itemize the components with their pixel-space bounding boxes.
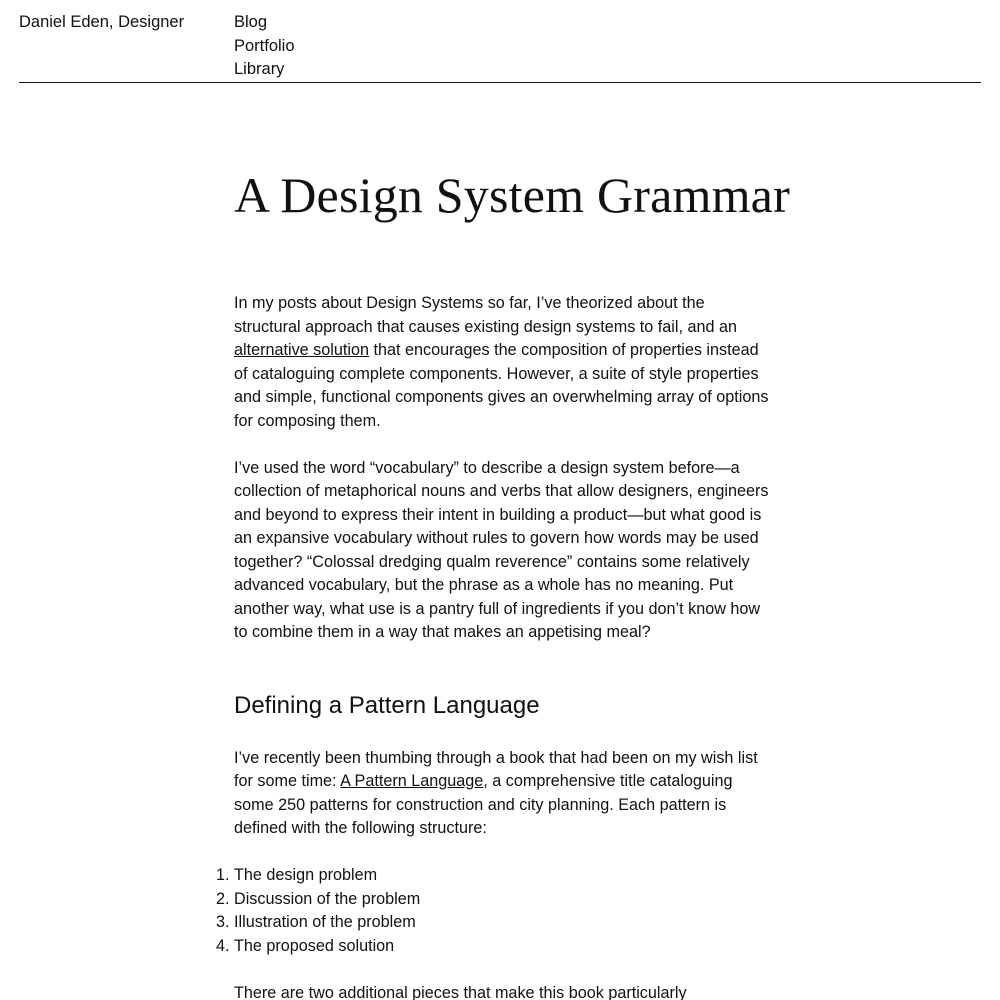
intro-text-after: that encourages the composition of properties instead of cataloguing complete components. However, a suite of style properties and simple, functional components gives an overwhelming array of options for composing them.: [234, 341, 769, 430]
nav-item-library: [234, 58, 295, 82]
vocabulary-paragraph: I’ve used the word “vocabulary” to describe a design system before—a collection of metaphorical nouns and verbs that allow designers, engineers and beyond to express their intent in building a product—but what good is an expansive vocabulary without rules to govern how words may be used together? “Colossal dredging qualm reverence” contains some relatively advanced vocabulary, but the phrase as a whole has no meaning. Put another way, what use is a pantry full of ingredients if you don’t know how to combine them in a way that makes an appetising meal?: [234, 458, 769, 641]
nav-item-portfolio: [234, 35, 295, 59]
pattern-text-after: , a comprehensive title cataloguing some 250 patterns for construction and city planning. Each pattern is defined with the following structure:: [234, 772, 733, 837]
site-header: [19, 11, 981, 83]
pattern-structure-list: [234, 864, 769, 958]
list-item: 3. Illustration of the problem: [234, 911, 769, 935]
article: [234, 160, 790, 1000]
pattern-text-before: I’ve recently been thumbing through a book that had been on my wish list for some time:: [234, 748, 758, 790]
article-title: A Design System Grammar: [234, 167, 790, 223]
nav-link-blog[interactable]: Blog: [234, 13, 268, 31]
list-item: 2. Discussion of the problem: [234, 888, 769, 912]
site-name-link[interactable]: Daniel Eden, Designer: [19, 13, 185, 31]
section-heading-pattern-language: Defining a Pattern Language: [234, 691, 540, 719]
pattern-language-paragraph: [234, 747, 769, 841]
intro-text-before: In my posts about Design Systems so far, I’ve theorized about the structural approach that causes existing design systems to fail, and an: [234, 294, 737, 336]
nav-item-blog: [234, 11, 295, 35]
nav-link-library[interactable]: Library: [234, 60, 285, 78]
additional-pieces-paragraph: There are two additional pieces that make this book particularly: [234, 983, 687, 1000]
site-nav: [234, 11, 295, 82]
list-item: 1. The design problem: [234, 864, 769, 888]
list-item: 4. The proposed solution: [234, 935, 769, 959]
a-pattern-language-link[interactable]: A Pattern Language: [340, 772, 484, 790]
intro-paragraph: [234, 292, 769, 433]
alternative-solution-link[interactable]: alternative solution: [234, 341, 369, 359]
nav-link-portfolio[interactable]: Portfolio: [234, 36, 295, 55]
